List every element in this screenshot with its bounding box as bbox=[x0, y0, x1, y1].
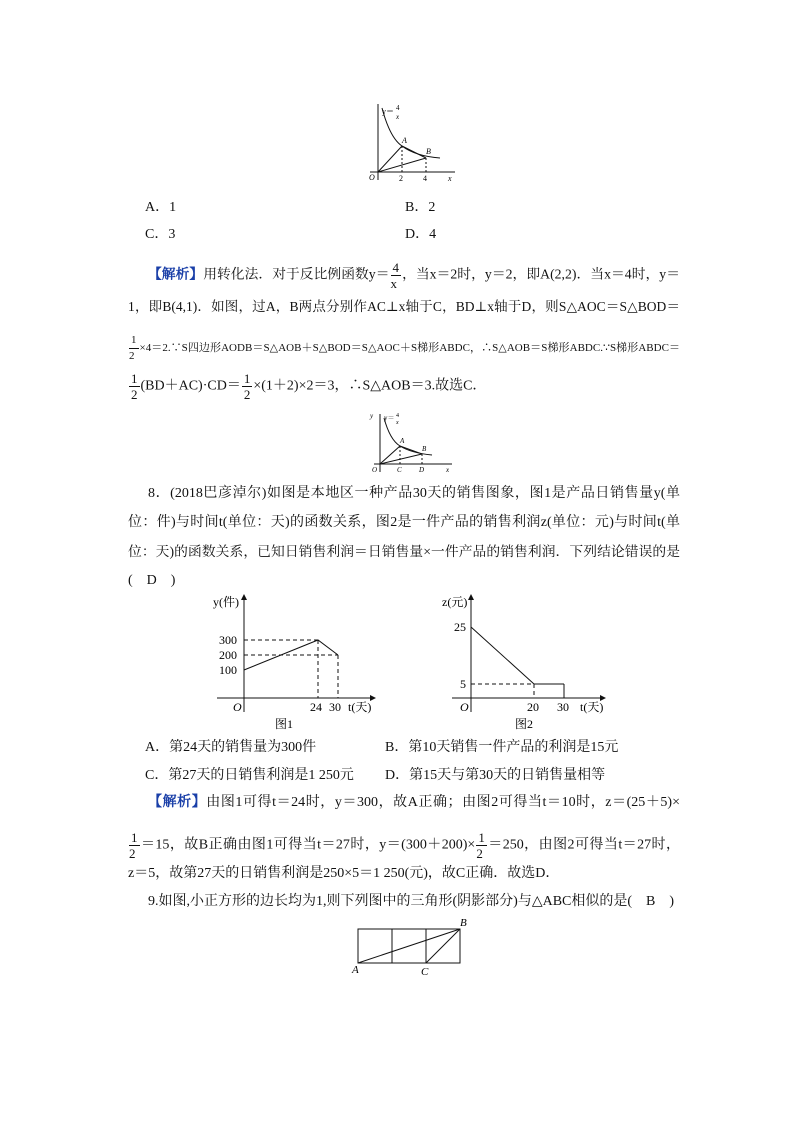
analysis-tag: 【解析】 bbox=[148, 795, 207, 810]
point-a: A bbox=[400, 437, 405, 445]
fraction: $\frac{1}{2}$ bbox=[476, 830, 485, 861]
q7-top-figure bbox=[360, 100, 460, 185]
x-tick: 20 bbox=[527, 700, 539, 714]
x-axis-label: x bbox=[448, 174, 452, 183]
origin: O bbox=[372, 466, 378, 474]
point-c: C bbox=[421, 966, 429, 978]
point-c: C bbox=[397, 466, 402, 474]
q9-stem: 9.如图,小正方形的边长均为1,则下列图中的三角形(阴影部分)与△ABC相似的是( B ) bbox=[148, 894, 675, 909]
point-a: A bbox=[402, 136, 407, 145]
x-tick: 30 bbox=[557, 700, 569, 714]
text: ，当x＝2时，y＝2，即A(2,2)．当x＝4时，y＝ bbox=[402, 266, 680, 282]
origin: O bbox=[369, 173, 375, 182]
point-a: A bbox=[352, 964, 359, 976]
y-axis-label: y bbox=[370, 412, 374, 420]
fraction: $\frac{1}{2}$ bbox=[131, 371, 138, 402]
y-axis-label: z(元) bbox=[442, 595, 468, 609]
figure-caption: 图2 bbox=[515, 717, 534, 731]
q8-option-b[interactable]: B．第10天销售一件产品的利润是15元 bbox=[385, 740, 619, 755]
q7-analysis-line-4 bbox=[128, 371, 680, 402]
q8-stem-line-1: 8．(2018巴彦淖尔)如图是本地区一种产品30天的销售图象，图1是产品日销售量y(单 bbox=[148, 486, 680, 501]
point-b: B bbox=[426, 147, 431, 156]
fraction: $\frac{1}{2}$ bbox=[243, 371, 251, 402]
text: 由图1可得t＝24时，y＝300，故A正确；由图2可得当t＝10时，z＝(25＋5)× bbox=[206, 795, 680, 810]
analysis-tag: 【解析】 bbox=[148, 266, 204, 282]
point-b: B bbox=[422, 445, 427, 453]
x-axis-label: t(天) bbox=[580, 700, 604, 714]
func-num: 4 bbox=[396, 413, 399, 419]
text: ＝15，故B正确由图1可得当t＝27时，y＝(300＋200)× bbox=[140, 837, 476, 853]
point-b: B bbox=[460, 917, 467, 929]
q8-stem-line-3: 位：天)的函数关系，已知日销售利润＝日销售量×一件产品的销售利润．下列结论错误的是 bbox=[128, 544, 680, 559]
q7-option-b[interactable]: B．2 bbox=[405, 200, 436, 215]
func-num: 4 bbox=[396, 104, 400, 112]
q8-figure-1 bbox=[205, 590, 380, 735]
fraction: $\frac{1}{2}$ bbox=[129, 830, 138, 861]
q7-option-d[interactable]: D．4 bbox=[405, 227, 437, 242]
point-d: D bbox=[419, 466, 425, 474]
text: (BD＋AC)·CD＝ bbox=[140, 378, 241, 394]
q7-bottom-figure bbox=[366, 410, 456, 475]
text: ×4＝2.∵S四边形AODB＝S△AOB＋S△BOD＝S△AOC＋S梯形ABDC，∴S△AOB＝S梯形ABDC.∵S梯形ABDC＝ bbox=[139, 342, 680, 355]
y-tick: 200 bbox=[219, 648, 237, 662]
y-tick: 25 bbox=[454, 620, 466, 634]
q8-option-d[interactable]: D．第15天与第30天的日销售量相等 bbox=[385, 768, 606, 783]
y-tick: 100 bbox=[219, 663, 237, 677]
q7-option-a[interactable]: A．1 bbox=[145, 200, 177, 215]
func-label: y＝ bbox=[384, 414, 395, 422]
x-tick: 24 bbox=[310, 700, 322, 714]
q7-analysis-line-3 bbox=[128, 333, 680, 364]
text: 用转化法．对于反比例函数y＝ bbox=[203, 266, 390, 282]
q8-analysis-line-3: z＝5，故第27天的日销售利润是250×5＝1 250(元)，故C正确．故选D． bbox=[128, 866, 560, 881]
origin: O bbox=[233, 700, 242, 714]
origin: O bbox=[460, 700, 469, 714]
y-axis-label: y(件) bbox=[213, 595, 239, 609]
text: ×(1＋2)×2＝3，∴S△AOB＝3.故选C． bbox=[253, 378, 487, 394]
q9-grid-figure bbox=[350, 915, 475, 980]
x-tick: 30 bbox=[329, 700, 341, 714]
q8-option-a[interactable]: A．第24天的销售量为300件 bbox=[145, 740, 317, 755]
tick-2: 2 bbox=[399, 174, 403, 183]
q8-analysis-line-2 bbox=[128, 830, 680, 861]
func-label: y＝ bbox=[382, 107, 394, 116]
figure-caption: 图1 bbox=[275, 717, 294, 731]
q8-answer: ( D ) bbox=[128, 573, 176, 588]
q8-analysis-line-1 bbox=[148, 793, 680, 813]
q7-analysis-line-2: 1，即B(4,1)．如图，过A，B两点分别作AC⊥x轴于C，BD⊥x轴于D，则S△AOC＝S△BOD＝ bbox=[128, 299, 680, 314]
q7-analysis-line-1 bbox=[148, 260, 680, 291]
x-axis-label: t(天) bbox=[348, 700, 372, 714]
fraction: $\frac{4}{x}$ bbox=[390, 260, 400, 291]
q8-stem-line-2: 位：件)与时间t(单位：天)的函数关系，图2是一件产品的销售利润z(单位：元)与时间t(单 bbox=[128, 515, 680, 530]
fraction: $\frac{1}{2}$ bbox=[129, 334, 137, 362]
q8-figure-2 bbox=[440, 590, 615, 735]
q8-option-c[interactable]: C．第27天的日销售利润是1 250元 bbox=[145, 768, 354, 783]
x-axis-label: x bbox=[446, 466, 450, 474]
y-tick: 300 bbox=[219, 633, 237, 647]
func-den: x bbox=[396, 420, 399, 426]
y-tick: 5 bbox=[460, 677, 466, 691]
q7-option-c[interactable]: C．3 bbox=[145, 227, 176, 242]
text: ＝250，由图2可得当t＝27时， bbox=[487, 837, 681, 853]
func-den: x bbox=[396, 113, 400, 121]
tick-4: 4 bbox=[423, 174, 427, 183]
